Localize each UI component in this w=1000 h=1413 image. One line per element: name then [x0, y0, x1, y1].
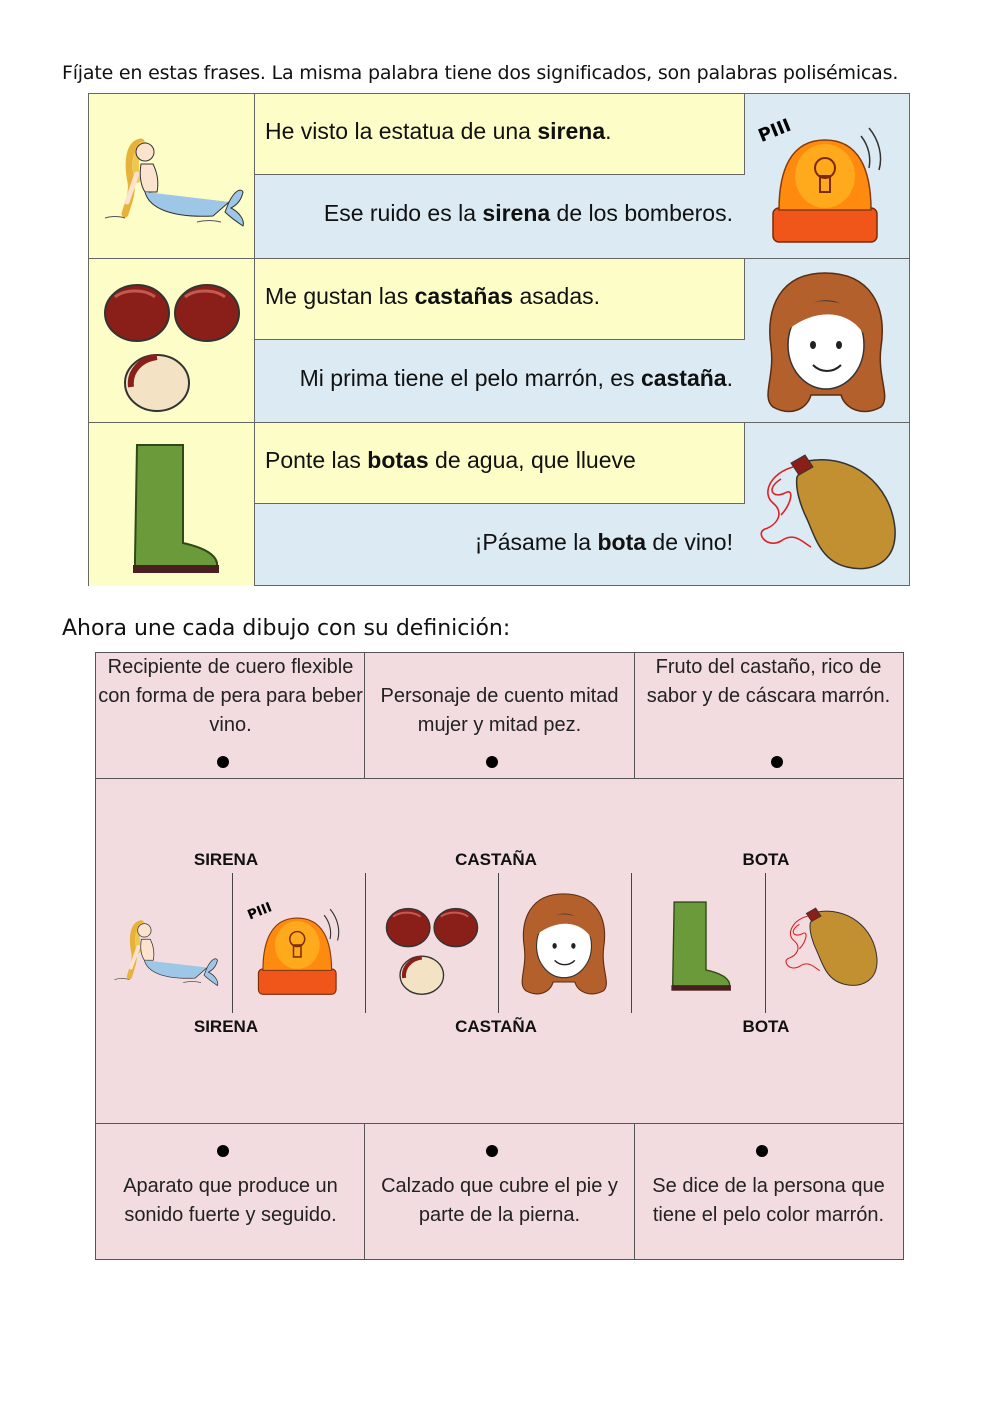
sentence-row-bota [89, 422, 909, 586]
brown-hair-girl-icon[interactable] [508, 891, 620, 995]
row-divider [96, 1123, 903, 1124]
definition-bottom-3: Se dice de la persona que tiene el pelo color marrón. [652, 1175, 885, 1226]
siren-sound-text: PIII [755, 114, 795, 147]
match-dot-top-3[interactable] [771, 756, 783, 768]
instruction-text: Ahora une cada dibujo con su definición: [62, 616, 511, 641]
siren-light-icon[interactable] [242, 891, 354, 999]
picture-divider [365, 873, 366, 1013]
brown-hair-girl-icon [751, 269, 901, 413]
sentence-1: Me gustan las castañas asadas. [265, 283, 601, 309]
intro-text: Fíjate en estas frases. La misma palabra tiene dos significados, son palabras polisémicas. [62, 62, 899, 84]
word-label-sirena-bottom: SIRENA [193, 1017, 259, 1036]
word-label-castana-top: CASTAÑA [455, 850, 537, 869]
word-label-bota-bottom: BOTA [742, 1017, 790, 1036]
picture-divider [498, 873, 499, 1013]
definition-top-1: Recipiente de cuero flexible con forma de pera para beber vino. [98, 656, 363, 736]
match-dot-top-2[interactable] [486, 756, 498, 768]
row-divider [96, 778, 903, 779]
picture-divider [765, 873, 766, 1013]
definition-top-2: Personaje de cuento mitad mujer y mitad pez. [380, 685, 619, 736]
wine-bota-icon [751, 433, 901, 577]
match-dot-bottom-1[interactable] [217, 1145, 229, 1157]
sentence-row-sirena [89, 94, 909, 258]
sentence-1: Ponte las botas de agua, que llueve [265, 447, 636, 473]
matching-table [95, 652, 904, 1260]
mermaid-icon [97, 104, 247, 248]
definition-bottom-1: Aparato que produce un sonido fuerte y seguido. [123, 1175, 338, 1226]
rubber-boot-icon[interactable] [652, 891, 742, 999]
rubber-boot-icon [97, 433, 247, 577]
match-dot-bottom-2[interactable] [486, 1145, 498, 1157]
siren-sound-text: PIII [245, 900, 275, 924]
picture-divider [631, 873, 632, 1013]
word-label-castana-bottom: CASTAÑA [455, 1017, 537, 1036]
word-label-sirena-top: SIRENA [193, 850, 259, 869]
sentence-2: ¡Pásame la bota de vino! [474, 529, 733, 555]
chestnuts-icon [97, 269, 247, 413]
wine-bota-icon[interactable] [772, 893, 888, 991]
definition-bottom-2: Calzado que cubre el pie y parte de la pierna. [381, 1175, 618, 1226]
chestnuts-icon[interactable] [380, 899, 484, 997]
sentence-2: Ese ruido es la sirena de los bomberos. [323, 200, 733, 226]
sentences-table [88, 93, 910, 586]
sentence-1: He visto la estatua de una sirena. [265, 118, 612, 144]
sentence-2: Mi prima tiene el pelo marrón, es castaña. [299, 365, 733, 391]
word-label-bota-top: BOTA [742, 850, 790, 869]
picture-divider [232, 873, 233, 1013]
match-dot-bottom-3[interactable] [756, 1145, 768, 1157]
mermaid-icon[interactable] [110, 899, 222, 999]
match-dot-top-1[interactable] [217, 756, 229, 768]
sentence-row-castana [89, 258, 909, 422]
definition-top-3: Fruto del castaño, rico de sabor y de cáscara marrón. [646, 656, 891, 707]
siren-light-icon [751, 104, 901, 248]
